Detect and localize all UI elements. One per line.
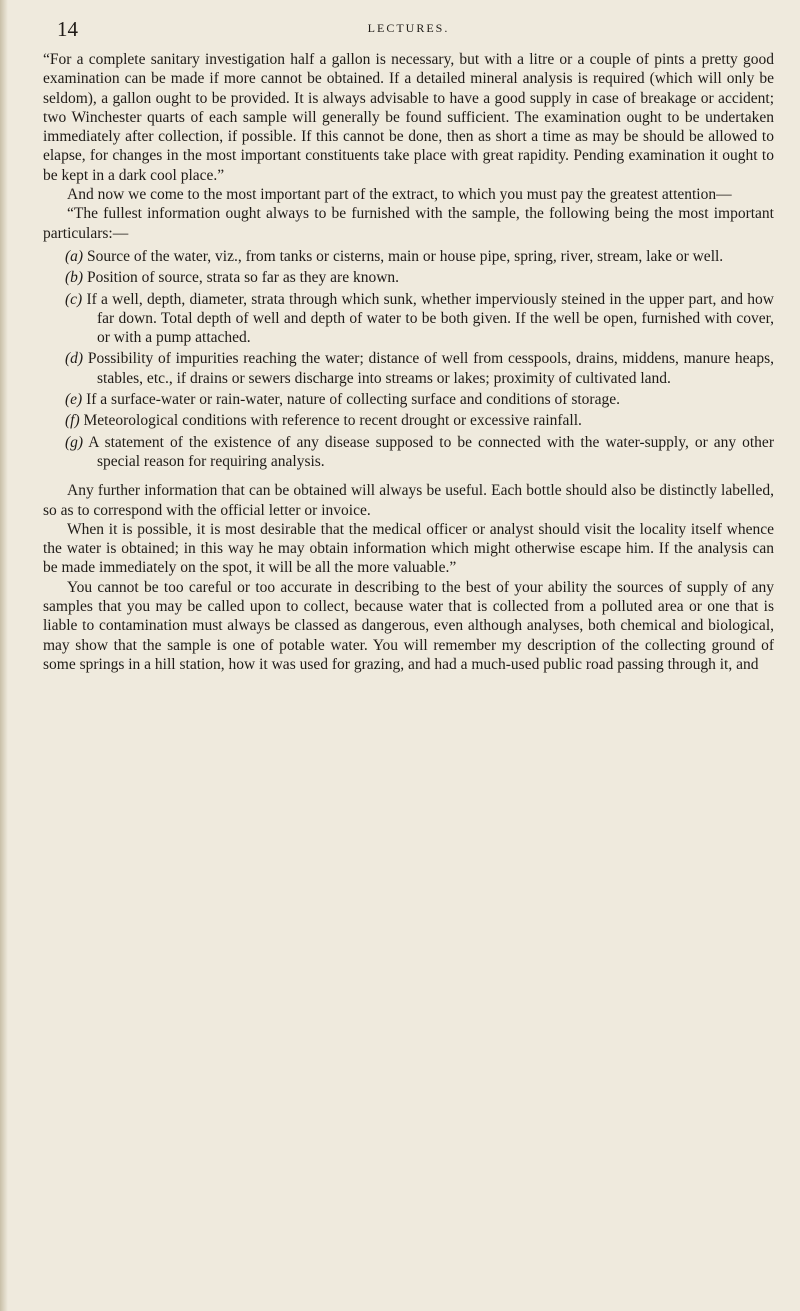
- list-item: [43, 390, 774, 409]
- list-item-text: If a surface-water or rain-water, nature of collecting surface and conditions of storage.: [86, 391, 620, 409]
- list-marker: (g): [65, 433, 84, 451]
- list-item-text: If a well, depth, diameter, strata through which sunk, whether imperviously steined in the upper part, and how far down. Total depth of well and depth of water to be both given. If the well be open, furnished with cover, or with a pump attached.: [86, 290, 774, 347]
- particulars-list: [43, 247, 774, 471]
- paragraph-further-information: Any further information that can be obtained will always be useful. Each bottle should also be distinctly labelled, so as to correspond with the official letter or invoice.: [43, 482, 774, 519]
- list-item: [43, 411, 774, 430]
- list-item-text: Position of source, strata so far as they are known.: [86, 269, 400, 287]
- list-item-text: Meteorological conditions with reference to recent drought or excessive rainfall.: [83, 412, 582, 430]
- list-item: [43, 247, 774, 266]
- list-item-text: Possibility of impurities reaching the water; distance of well from cesspools, drains, middens, manure heaps, stables, etc., if drains or sewers discharge into streams or lakes; proximity of cultivated land.: [87, 350, 775, 387]
- list-marker: (f): [65, 412, 80, 430]
- paragraph-quote-sample-volume: “For a complete sanitary investigation half a gallon is necessary, but with a litre or a couple of pints a pretty good examination can be made if more cannot be obtained. If a detailed mineral analysis is required (which will only be seldom), a gallon ought to be provided. It is always advisable to have a good supply in case of breakage or accident; two Winchester quarts of each sample will generally be found sufficient. The examination ought to be undertaken immediately after collection, if possible. If this cannot be done, then as short a time as may be should be allowed to elapse, for changes in the most important constituents take place with great rapidity. Pending examination it ought to be kept in a dark cool place.”: [43, 51, 774, 184]
- list-item-text: Source of the water, viz., from tanks or cisterns, main or house pipe, spring, river, stream, lake or well.: [86, 247, 724, 265]
- page-gutter-shadow: [0, 0, 8, 1311]
- list-marker: (c): [65, 290, 83, 308]
- list-marker: (d): [65, 350, 84, 368]
- page-body: [43, 50, 774, 674]
- list-item: [43, 290, 774, 348]
- list-item-text: A statement of the existence of any disease supposed to be connected with the water-supply, or any other special reason for requiring analysis.: [88, 433, 774, 470]
- page-number: 14: [57, 17, 78, 41]
- running-title: LECTURES.: [367, 21, 450, 35]
- paragraph-careful-description: You cannot be too careful or too accurate in describing to the best of your ability the sources of supply of any samples that you may be called upon to collect, because water that is collected from a polluted area or one that is liable to contamination must always be classed as dangerous, even although analyses, both chemical and biological, may show that the sample is one of potable water. You will remember my description of the collecting ground of some springs in a hill station, how it was used for grazing, and had a much-used public road passing through it, and: [43, 578, 774, 673]
- list-item: [43, 433, 774, 472]
- list-marker: (e): [65, 391, 83, 409]
- list-marker: (b): [65, 269, 84, 287]
- paragraph-important-part: And now we come to the most important part of the extract, to which you must pay the greatest attention—: [67, 186, 732, 204]
- list-item: [43, 268, 774, 287]
- page-header: [43, 0, 774, 50]
- list-marker: (a): [65, 247, 84, 265]
- paragraph-fullest-information: “The fullest information ought always to be furnished with the sample, the following being the most important particulars:—: [43, 205, 774, 242]
- paragraph-visit-locality: When it is possible, it is most desirable that the medical officer or analyst should visit the locality itself whence the water is obtained; in this way he may obtain information which might otherwise escape him. If the analysis can be made immediately on the spot, it will be all the more valuable.”: [43, 520, 774, 577]
- list-item: [43, 349, 774, 388]
